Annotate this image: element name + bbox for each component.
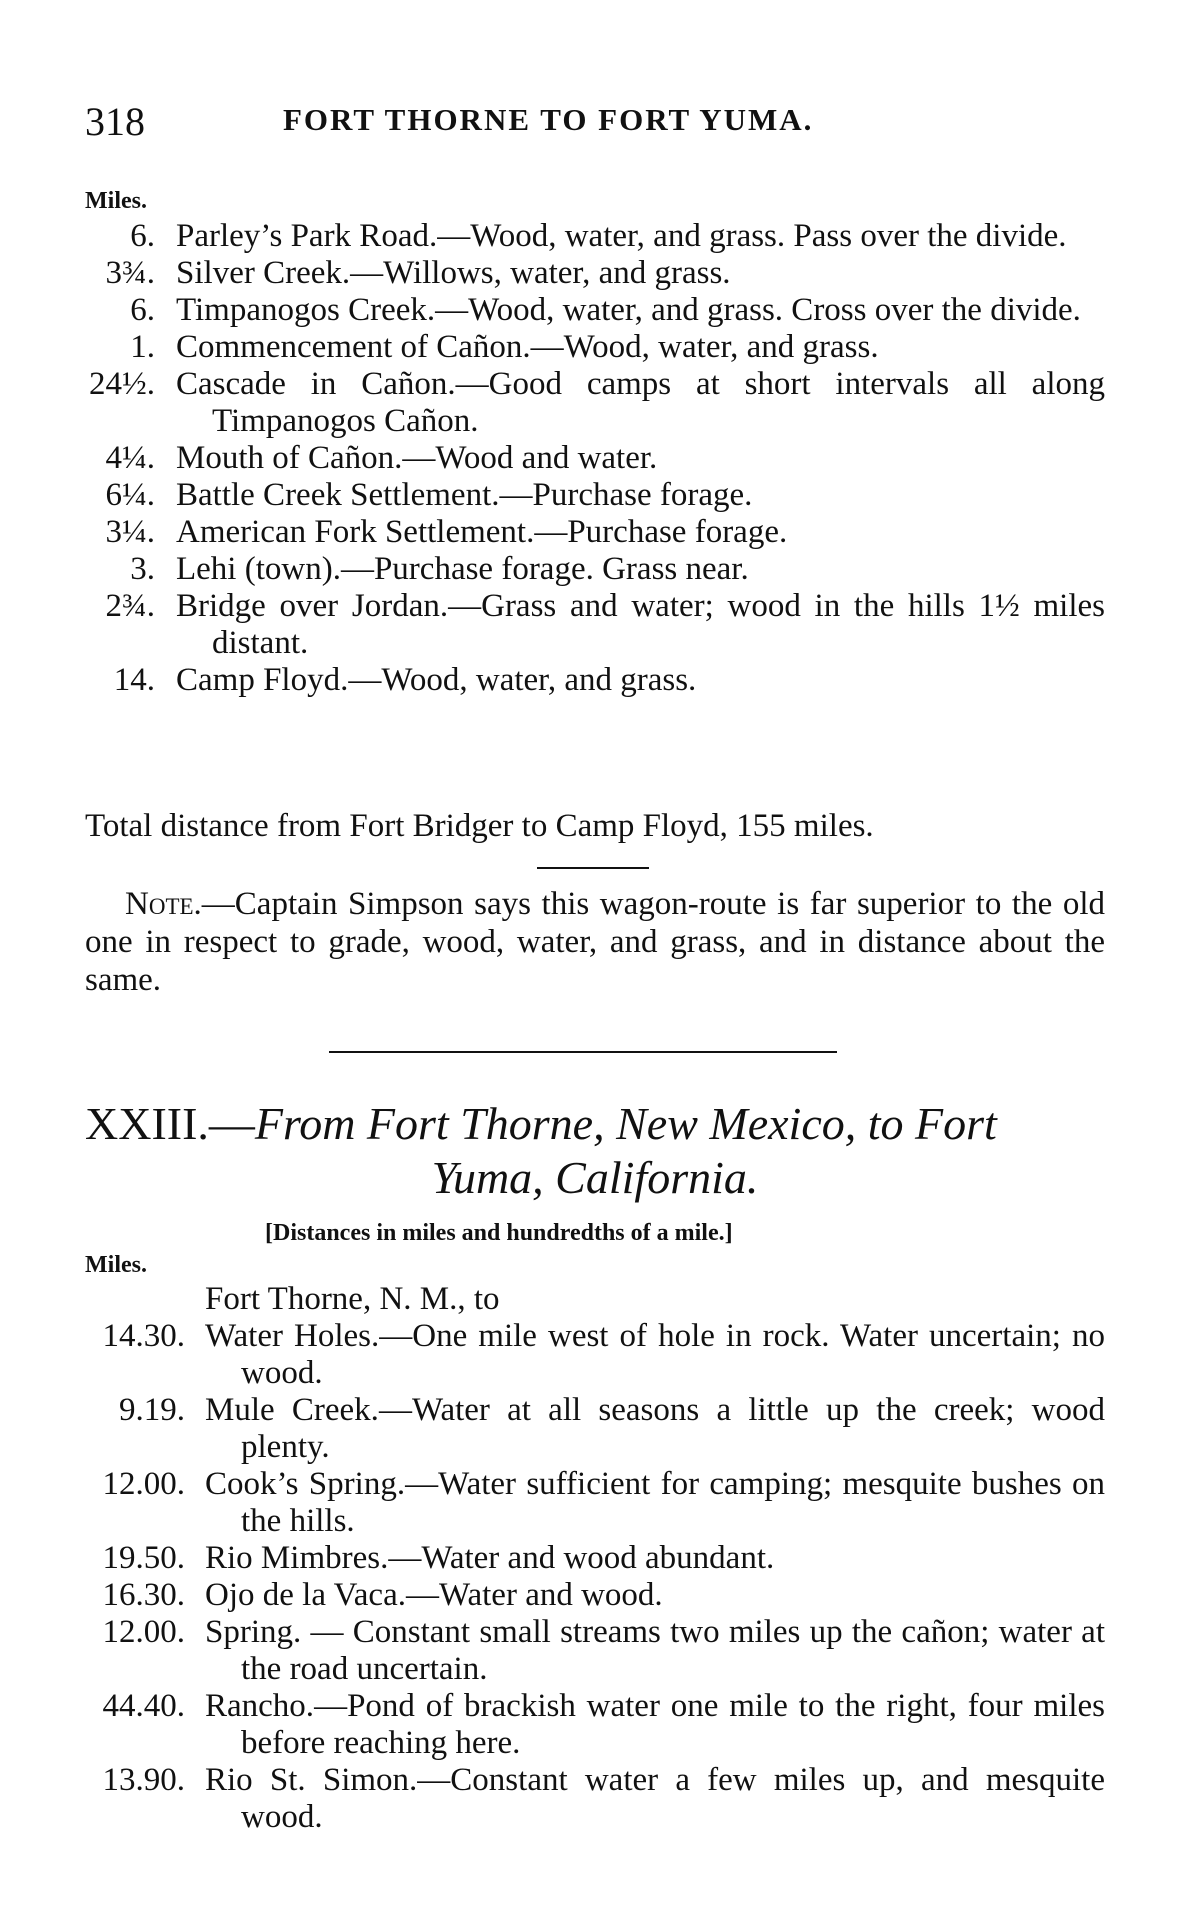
entry-place: Camp Floyd. bbox=[176, 662, 349, 698]
entry-place: Battle Creek Settlement. bbox=[176, 477, 500, 513]
itinerary-entry bbox=[85, 588, 1105, 662]
entry-miles: 6¼. bbox=[105, 477, 155, 513]
entry-miles: 19.50. bbox=[102, 1540, 185, 1576]
itinerary-entry bbox=[85, 1540, 1105, 1577]
note-text: —Captain Simpson says this wagon-route is far superior to the old one in respect to grade, wood, water, and grass, and in distance about the same. bbox=[85, 886, 1105, 998]
entry-text bbox=[176, 292, 1105, 329]
entry-miles: 14. bbox=[113, 662, 155, 698]
entry-miles: 1. bbox=[130, 329, 155, 365]
entry-miles: 24½. bbox=[89, 366, 155, 402]
entry-text bbox=[205, 1577, 1105, 1614]
entry-miles: 6. bbox=[130, 292, 155, 328]
entry-miles: 9.19. bbox=[119, 1392, 185, 1428]
entry-miles: 12.00. bbox=[102, 1614, 185, 1650]
itinerary-entry bbox=[85, 1318, 1105, 1392]
entry-place: Cascade in Cañon. bbox=[176, 366, 456, 402]
entry-miles: 6. bbox=[130, 218, 155, 254]
entry-text bbox=[176, 662, 1105, 699]
entry-description: — Constant small streams two miles up the cañon; water at the road uncertain. bbox=[241, 1614, 1105, 1687]
entry-miles: 3¾. bbox=[105, 255, 155, 291]
entry-place: Spring. bbox=[205, 1614, 302, 1650]
entry-miles: 3¼. bbox=[105, 514, 155, 550]
entry-text bbox=[176, 255, 1105, 292]
entry-description: —Wood, water, and grass. Cross over the divide. bbox=[435, 292, 1081, 328]
entry-text bbox=[205, 1318, 1105, 1392]
entry-description: —Water sufficient for camping; mesquite bushes on the hills. bbox=[241, 1466, 1105, 1539]
itinerary-list-new-mexico bbox=[85, 1281, 1105, 1836]
entry-description: —Wood, water, and grass. bbox=[348, 662, 697, 698]
distance-units-note: [Distances in miles and hundredths of a mile.] bbox=[265, 1220, 733, 1246]
entry-description: —Water and wood abundant. bbox=[388, 1540, 775, 1576]
itinerary-entry bbox=[85, 329, 1105, 366]
entry-description: —Purchase forage. Grass near. bbox=[340, 551, 749, 587]
section-title-line2: Yuma, California. bbox=[431, 1152, 759, 1203]
entry-description: —Willows, water, and grass. bbox=[350, 255, 731, 291]
entry-text bbox=[176, 329, 1105, 366]
entry-miles: 4¼. bbox=[105, 440, 155, 476]
note-paragraph bbox=[85, 885, 1105, 999]
entry-miles: 12.00. bbox=[102, 1466, 185, 1502]
entry-description: —Pond of brackish water one mile to the right, four miles before reaching here. bbox=[241, 1688, 1105, 1761]
entry-place: Rancho. bbox=[205, 1688, 315, 1724]
itinerary-entry bbox=[85, 218, 1105, 255]
entry-text bbox=[205, 1762, 1105, 1836]
entry-text bbox=[176, 514, 1105, 551]
entry-place: Commencement of Cañon. bbox=[176, 329, 531, 365]
divider-rule bbox=[537, 867, 649, 869]
running-head bbox=[85, 98, 1105, 144]
entry-place: Water Holes. bbox=[205, 1318, 380, 1354]
entry-place: Parley’s Park Road. bbox=[176, 218, 438, 254]
miles-column-label: Miles. bbox=[85, 1252, 147, 1278]
entry-place: Rio St. Simon. bbox=[205, 1762, 418, 1798]
entry-description: —Wood, water, and grass. Pass over the divide. bbox=[437, 218, 1067, 254]
entry-place: Mouth of Cañon. bbox=[176, 440, 403, 476]
itinerary-entry bbox=[85, 1392, 1105, 1466]
itinerary-entry bbox=[85, 255, 1105, 292]
itinerary-entry bbox=[85, 514, 1105, 551]
entry-description: —Constant water a few miles up, and mesquite wood. bbox=[241, 1762, 1105, 1835]
entry-text bbox=[176, 218, 1105, 255]
entry-text bbox=[205, 1540, 1105, 1577]
itinerary-entry bbox=[85, 1614, 1105, 1688]
itinerary-entry bbox=[85, 366, 1105, 440]
itinerary-list-utah bbox=[85, 218, 1105, 699]
entry-miles: 16.30. bbox=[102, 1577, 185, 1613]
miles-column-label: Miles. bbox=[85, 188, 147, 214]
entry-text bbox=[205, 1614, 1105, 1688]
start-place: Fort Thorne, N. M., to bbox=[205, 1281, 500, 1317]
entry-place: Ojo de la Vaca. bbox=[205, 1577, 406, 1613]
entry-description: —Good camps at short intervals all along Timpanogos Cañon. bbox=[212, 366, 1105, 439]
entry-description: —Grass and water; wood in the hills 1½ miles distant. bbox=[212, 588, 1105, 661]
entry-miles: 44.40. bbox=[102, 1688, 185, 1724]
entry-description: —One mile west of hole in rock. Water uncertain; no wood. bbox=[241, 1318, 1105, 1391]
entry-text bbox=[176, 440, 1105, 477]
entry-place: Bridge over Jordan. bbox=[176, 588, 449, 624]
entry-place: Rio Mimbres. bbox=[205, 1540, 389, 1576]
entry-miles: 3. bbox=[130, 551, 155, 587]
page-number: 318 bbox=[85, 99, 145, 144]
entry-description: —Purchase forage. bbox=[499, 477, 753, 513]
section-numeral: XXIII.— bbox=[85, 1098, 255, 1149]
total-distance: Total distance from Fort Bridger to Camp Floyd, 155 miles. bbox=[85, 808, 874, 844]
entry-description: —Wood and water. bbox=[402, 440, 658, 476]
entry-place: Mule Creek. bbox=[205, 1392, 379, 1428]
entry-description: —Water at all seasons a little up the creek; wood plenty. bbox=[241, 1392, 1105, 1465]
entry-miles: 14.30. bbox=[102, 1318, 185, 1354]
entry-miles: 2¾. bbox=[105, 588, 155, 624]
itinerary-entry bbox=[85, 1762, 1105, 1836]
entry-text bbox=[176, 366, 1105, 440]
entry-description: —Purchase forage. bbox=[534, 514, 788, 550]
entry-text bbox=[176, 588, 1105, 662]
section-title-line1: From Fort Thorne, New Mexico, to Fort bbox=[254, 1098, 997, 1149]
section-heading bbox=[85, 1097, 1105, 1205]
itinerary-entry bbox=[85, 662, 1105, 699]
entry-description: —Water and wood. bbox=[405, 1577, 663, 1613]
itinerary-entry bbox=[85, 292, 1105, 329]
itinerary-start bbox=[85, 1281, 1105, 1318]
entry-place: Silver Creek. bbox=[176, 255, 351, 291]
itinerary-entry bbox=[85, 440, 1105, 477]
entry-place: American Fork Settlement. bbox=[176, 514, 535, 550]
entry-text bbox=[205, 1688, 1105, 1762]
entry-text bbox=[205, 1466, 1105, 1540]
itinerary-entry bbox=[85, 1688, 1105, 1762]
itinerary-entry bbox=[85, 477, 1105, 514]
entry-text bbox=[176, 551, 1105, 588]
itinerary-entry bbox=[85, 1577, 1105, 1614]
running-title: FORT THORNE TO FORT YUMA. bbox=[283, 102, 814, 137]
itinerary-entry bbox=[85, 1466, 1105, 1540]
section-divider-rule bbox=[329, 1051, 837, 1053]
entry-place: Cook’s Spring. bbox=[205, 1466, 406, 1502]
entry-text bbox=[205, 1392, 1105, 1466]
entry-place: Lehi (town). bbox=[176, 551, 341, 587]
itinerary-entry bbox=[85, 551, 1105, 588]
entry-miles: 13.90. bbox=[102, 1762, 185, 1798]
entry-place: Timpanogos Creek. bbox=[176, 292, 436, 328]
note-label: Note. bbox=[125, 886, 202, 922]
entry-description: —Wood, water, and grass. bbox=[530, 329, 879, 365]
entry-text bbox=[176, 477, 1105, 514]
